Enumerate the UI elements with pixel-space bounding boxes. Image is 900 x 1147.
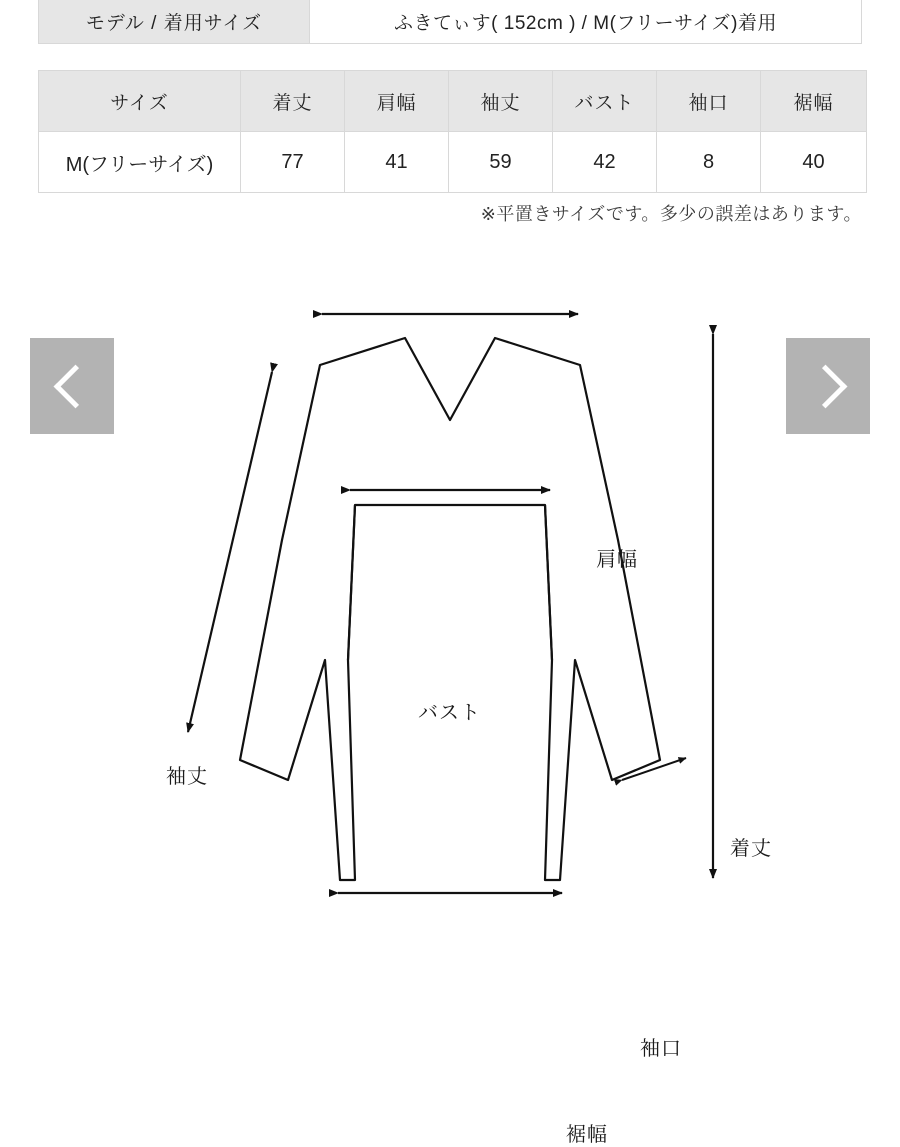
- table-header-row: [39, 71, 867, 132]
- label-hem-width: 裾幅: [566, 1124, 608, 1146]
- table-header-cell: バスト: [553, 71, 657, 132]
- table-cell: 8: [657, 132, 761, 193]
- table-header-cell: サイズ: [39, 71, 241, 132]
- model-size-row: [38, 0, 862, 44]
- table-cell: 41: [345, 132, 449, 193]
- table-header-cell: 着丈: [241, 71, 345, 132]
- table-cell: 42: [553, 132, 657, 193]
- table-header-cell: 肩幅: [345, 71, 449, 132]
- table-cell: 77: [241, 132, 345, 193]
- table-header-cell: 袖丈: [449, 71, 553, 132]
- table-header-cell: 裾幅: [761, 71, 867, 132]
- table-row: [39, 132, 867, 193]
- table-cell: 40: [761, 132, 867, 193]
- model-size-value: ふきてぃす( 152cm ) / M(フリーサイズ)着用: [310, 0, 861, 43]
- label-sleeve-length: 袖丈: [166, 766, 208, 788]
- table-cell: M(フリーサイズ): [39, 132, 241, 193]
- label-total-length: 着丈: [730, 838, 772, 860]
- model-size-header: モデル / 着用サイズ: [39, 0, 310, 43]
- garment-outline-svg: [0, 240, 900, 900]
- measurement-note: ※平置きサイズです。多少の誤差はあります。: [480, 204, 862, 224]
- label-shoulder-width: 肩幅: [596, 549, 638, 571]
- label-bust: バスト: [418, 702, 481, 724]
- table-header-cell: 袖口: [657, 71, 761, 132]
- size-table: [38, 70, 867, 193]
- garment-measurement-diagram: [0, 240, 900, 1146]
- table-cell: 59: [449, 132, 553, 193]
- label-cuff: 袖口: [640, 1038, 682, 1060]
